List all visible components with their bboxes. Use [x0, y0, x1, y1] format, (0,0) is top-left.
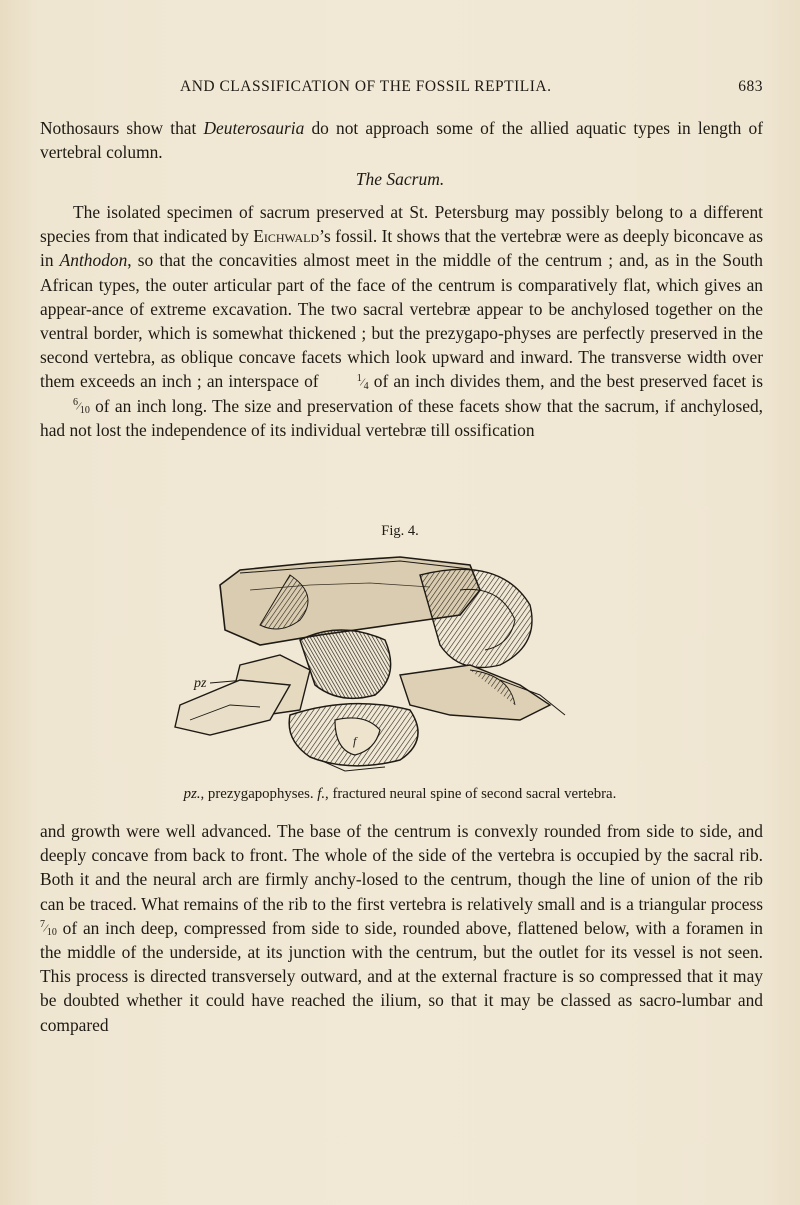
running-header [40, 78, 763, 100]
para1-text-2: do not approach some of the allied aquatic types in length of vertebral column. [40, 118, 764, 163]
figure-label: Fig. 4. [381, 523, 419, 539]
author-eichwald: Eichwald [253, 226, 320, 247]
genus-deuterosauria: Deuterosauria [203, 118, 305, 138]
paragraph-sacrum [40, 200, 763, 442]
sacrum-fossil-illustration [170, 545, 600, 775]
f-figure-label: f [353, 734, 357, 748]
figure-caption [0, 786, 800, 803]
fraction-one-quarter: $^1⁄_4$ [356, 372, 369, 392]
paragraph-nothosaurs [40, 116, 763, 164]
section-title-sacrum: The Sacrum. [355, 169, 445, 189]
fraction-six-tenths: $^6⁄_{10}$ [73, 396, 90, 416]
para2-text-1: The isolated specimen of sacrum preserved at St. Petersburg may possibly belong to a different species from that indicated by [40, 202, 763, 247]
caption-text-2: , fractured neural spine of second sacral vertebra. [325, 786, 617, 802]
caption-abbr-pz: pz. [183, 786, 201, 802]
para2-text-3: , so that the concavities almost meet in the middle of the centrum ; and, as in the South African types, the outer articular part of the face of the centrum is comparatively flat, which gives an appear-ance of extreme excavation. The two sacral vertebræ appear to be anchylosed together on the ventral border, which is somewhat thickened ; but the prezygapo-physes are perfectly preserved in the second vertebra, as oblique concave facets which look upward and inward. The transverse width over them exceeds an inch ; an interspace of [40, 250, 763, 392]
paragraph-growth [40, 819, 763, 1037]
para3-text-1: and growth were well advanced. The base of the centrum is convexly rounded from side to side, and deeply concave from back to front. The whole of the side of the vertebra is occupied by the sacral rib. Both it and the neural arch are firmly anchy-losed to the centrum, though the line of union of the rib can be traced. What remains of the rib to the first vertebra is relatively small and is a triangular process [40, 821, 763, 914]
running-title: AND CLASSIFICATION OF THE FOSSIL REPTILIA. [180, 78, 552, 95]
para1-text-1: Nothosaurs show that [40, 118, 204, 138]
page-number: 683 [738, 78, 763, 95]
caption-abbr-f: f. [317, 786, 326, 802]
para2-text-4: of an inch divides them, and the best preserved facet is [368, 371, 763, 392]
para3-text-2: of an inch deep, compressed from side to side, rounded above, flattened below, with a foramen in the middle of the underside, at its junction with the centrum, but the outlet for its vessel is not seen. This process is directed transversely outward, and at the external fracture is so compressed that it may be doubted whether it could have reached the ilium, so that it may be classed as sacro-lumbar and compared [40, 917, 763, 1035]
para2-text-5: of an inch long. The size and preservation of these facets show that the sacrum, if anchylosed, had not lost the independence of its individual vertebræ till ossification [40, 395, 763, 440]
fraction-seven-tenths: $^7⁄_{10}$ [40, 919, 57, 938]
caption-text-1: , prezygapophyses. [200, 786, 318, 802]
pz-figure-label: pz [194, 676, 207, 691]
para2-text-2: ’s fossil. It shows that the vertebræ were as deeply biconcave as in [40, 226, 763, 271]
genus-anthodon: Anthodon [59, 250, 128, 271]
